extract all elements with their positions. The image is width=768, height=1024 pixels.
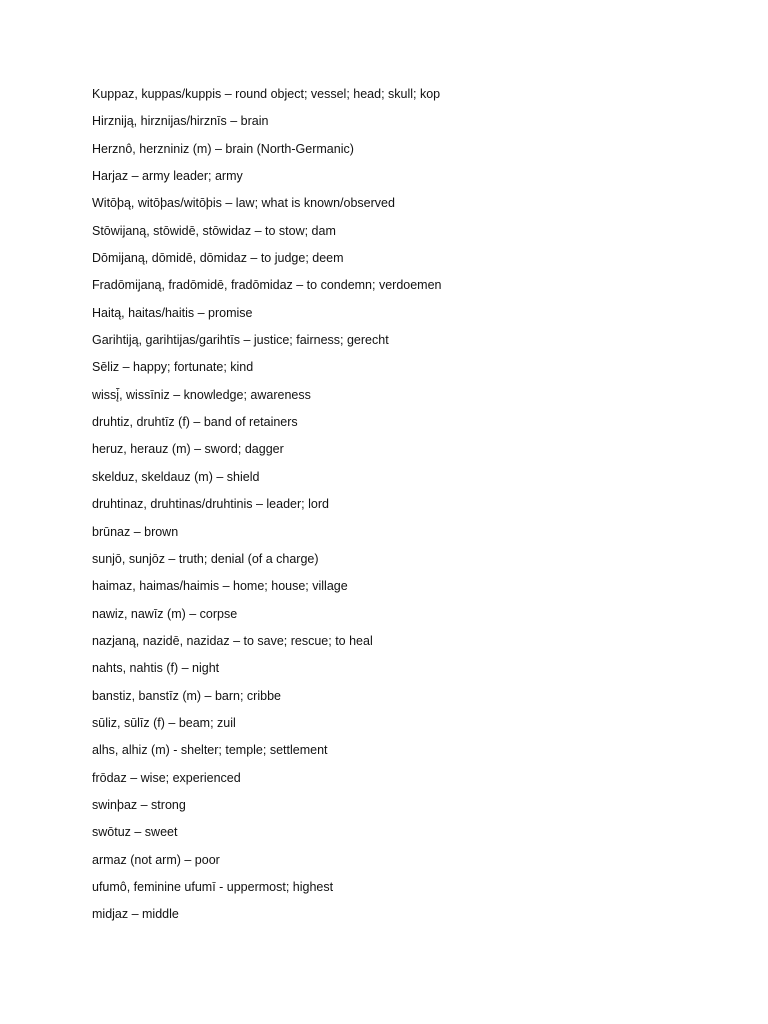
vocabulary-entry: Hirzniją, hirznijas/hirznīs – brain bbox=[92, 114, 269, 129]
vocabulary-entry: Witōþą, witōþas/witōþis – law; what is known/observed bbox=[92, 196, 395, 211]
vocabulary-entry: midjaz – middle bbox=[92, 907, 179, 922]
vocabulary-entry: nahts, nahtis (f) – night bbox=[92, 661, 220, 676]
vocabulary-entry: Harjaz – army leader; army bbox=[92, 169, 243, 184]
vocabulary-entry: druhtinaz, druhtinas/druhtinis – leader; lord bbox=[92, 497, 329, 512]
vocabulary-entry: Dōmijaną, dōmidē, dōmidaz – to judge; deem bbox=[92, 251, 344, 266]
vocabulary-entry: frōdaz – wise; experienced bbox=[92, 770, 241, 785]
vocabulary-entry: swinþaz – strong bbox=[92, 797, 186, 812]
vocabulary-entry: brūnaz – brown bbox=[92, 524, 179, 539]
vocabulary-entry: Herznô, herzniniz (m) – brain (North-Germanic) bbox=[92, 141, 354, 156]
vocabulary-entry: Garihtiją, garihtijas/garihtīs – justice; fairness; gerecht bbox=[92, 333, 389, 348]
vocabulary-entry: nazjaną, nazidē, nazidaz – to save; rescue; to heal bbox=[92, 633, 373, 648]
vocabulary-entry: ufumô, feminine ufumī - uppermost; highest bbox=[92, 879, 334, 894]
vocabulary-entry: sūliz, sūlīz (f) – beam; zuil bbox=[92, 715, 236, 730]
vocabulary-list bbox=[92, 84, 732, 932]
vocabulary-entry: Fradōmijaną, fradōmidē, fradōmidaz – to condemn; verdoemen bbox=[92, 278, 442, 293]
vocabulary-entry: alhs, alhiz (m) - shelter; temple; settlement bbox=[92, 743, 328, 758]
vocabulary-entry: banstiz, banstīz (m) – barn; cribbe bbox=[92, 688, 281, 703]
vocabulary-entry: druhtiz, druhtīz (f) – band of retainers bbox=[92, 415, 298, 430]
vocabulary-entry: armaz (not arm) – poor bbox=[92, 852, 220, 867]
vocabulary-entry: Sēliz – happy; fortunate; kind bbox=[92, 360, 254, 375]
vocabulary-entry: haimaz, haimas/haimis – home; house; village bbox=[92, 579, 348, 594]
vocabulary-entry: wissį̄, wissīniz – knowledge; awareness bbox=[92, 387, 311, 402]
vocabulary-entry: sunjō, sunjōz – truth; denial (of a charge) bbox=[92, 551, 319, 566]
vocabulary-entry: Haitą, haitas/haitis – promise bbox=[92, 305, 253, 320]
vocabulary-entry: heruz, herauz (m) – sword; dagger bbox=[92, 442, 284, 457]
vocabulary-entry: swōtuz – sweet bbox=[92, 825, 178, 840]
vocabulary-entry: nawiz, nawīz (m) – corpse bbox=[92, 606, 238, 621]
vocabulary-entry: skelduz, skeldauz (m) – shield bbox=[92, 469, 260, 484]
vocabulary-entry: Kuppaz, kuppas/kuppis – round object; vessel; head; skull; kop bbox=[92, 87, 441, 101]
vocabulary-entry: Stōwijaną, stōwidē, stōwidaz – to stow; dam bbox=[92, 223, 336, 238]
